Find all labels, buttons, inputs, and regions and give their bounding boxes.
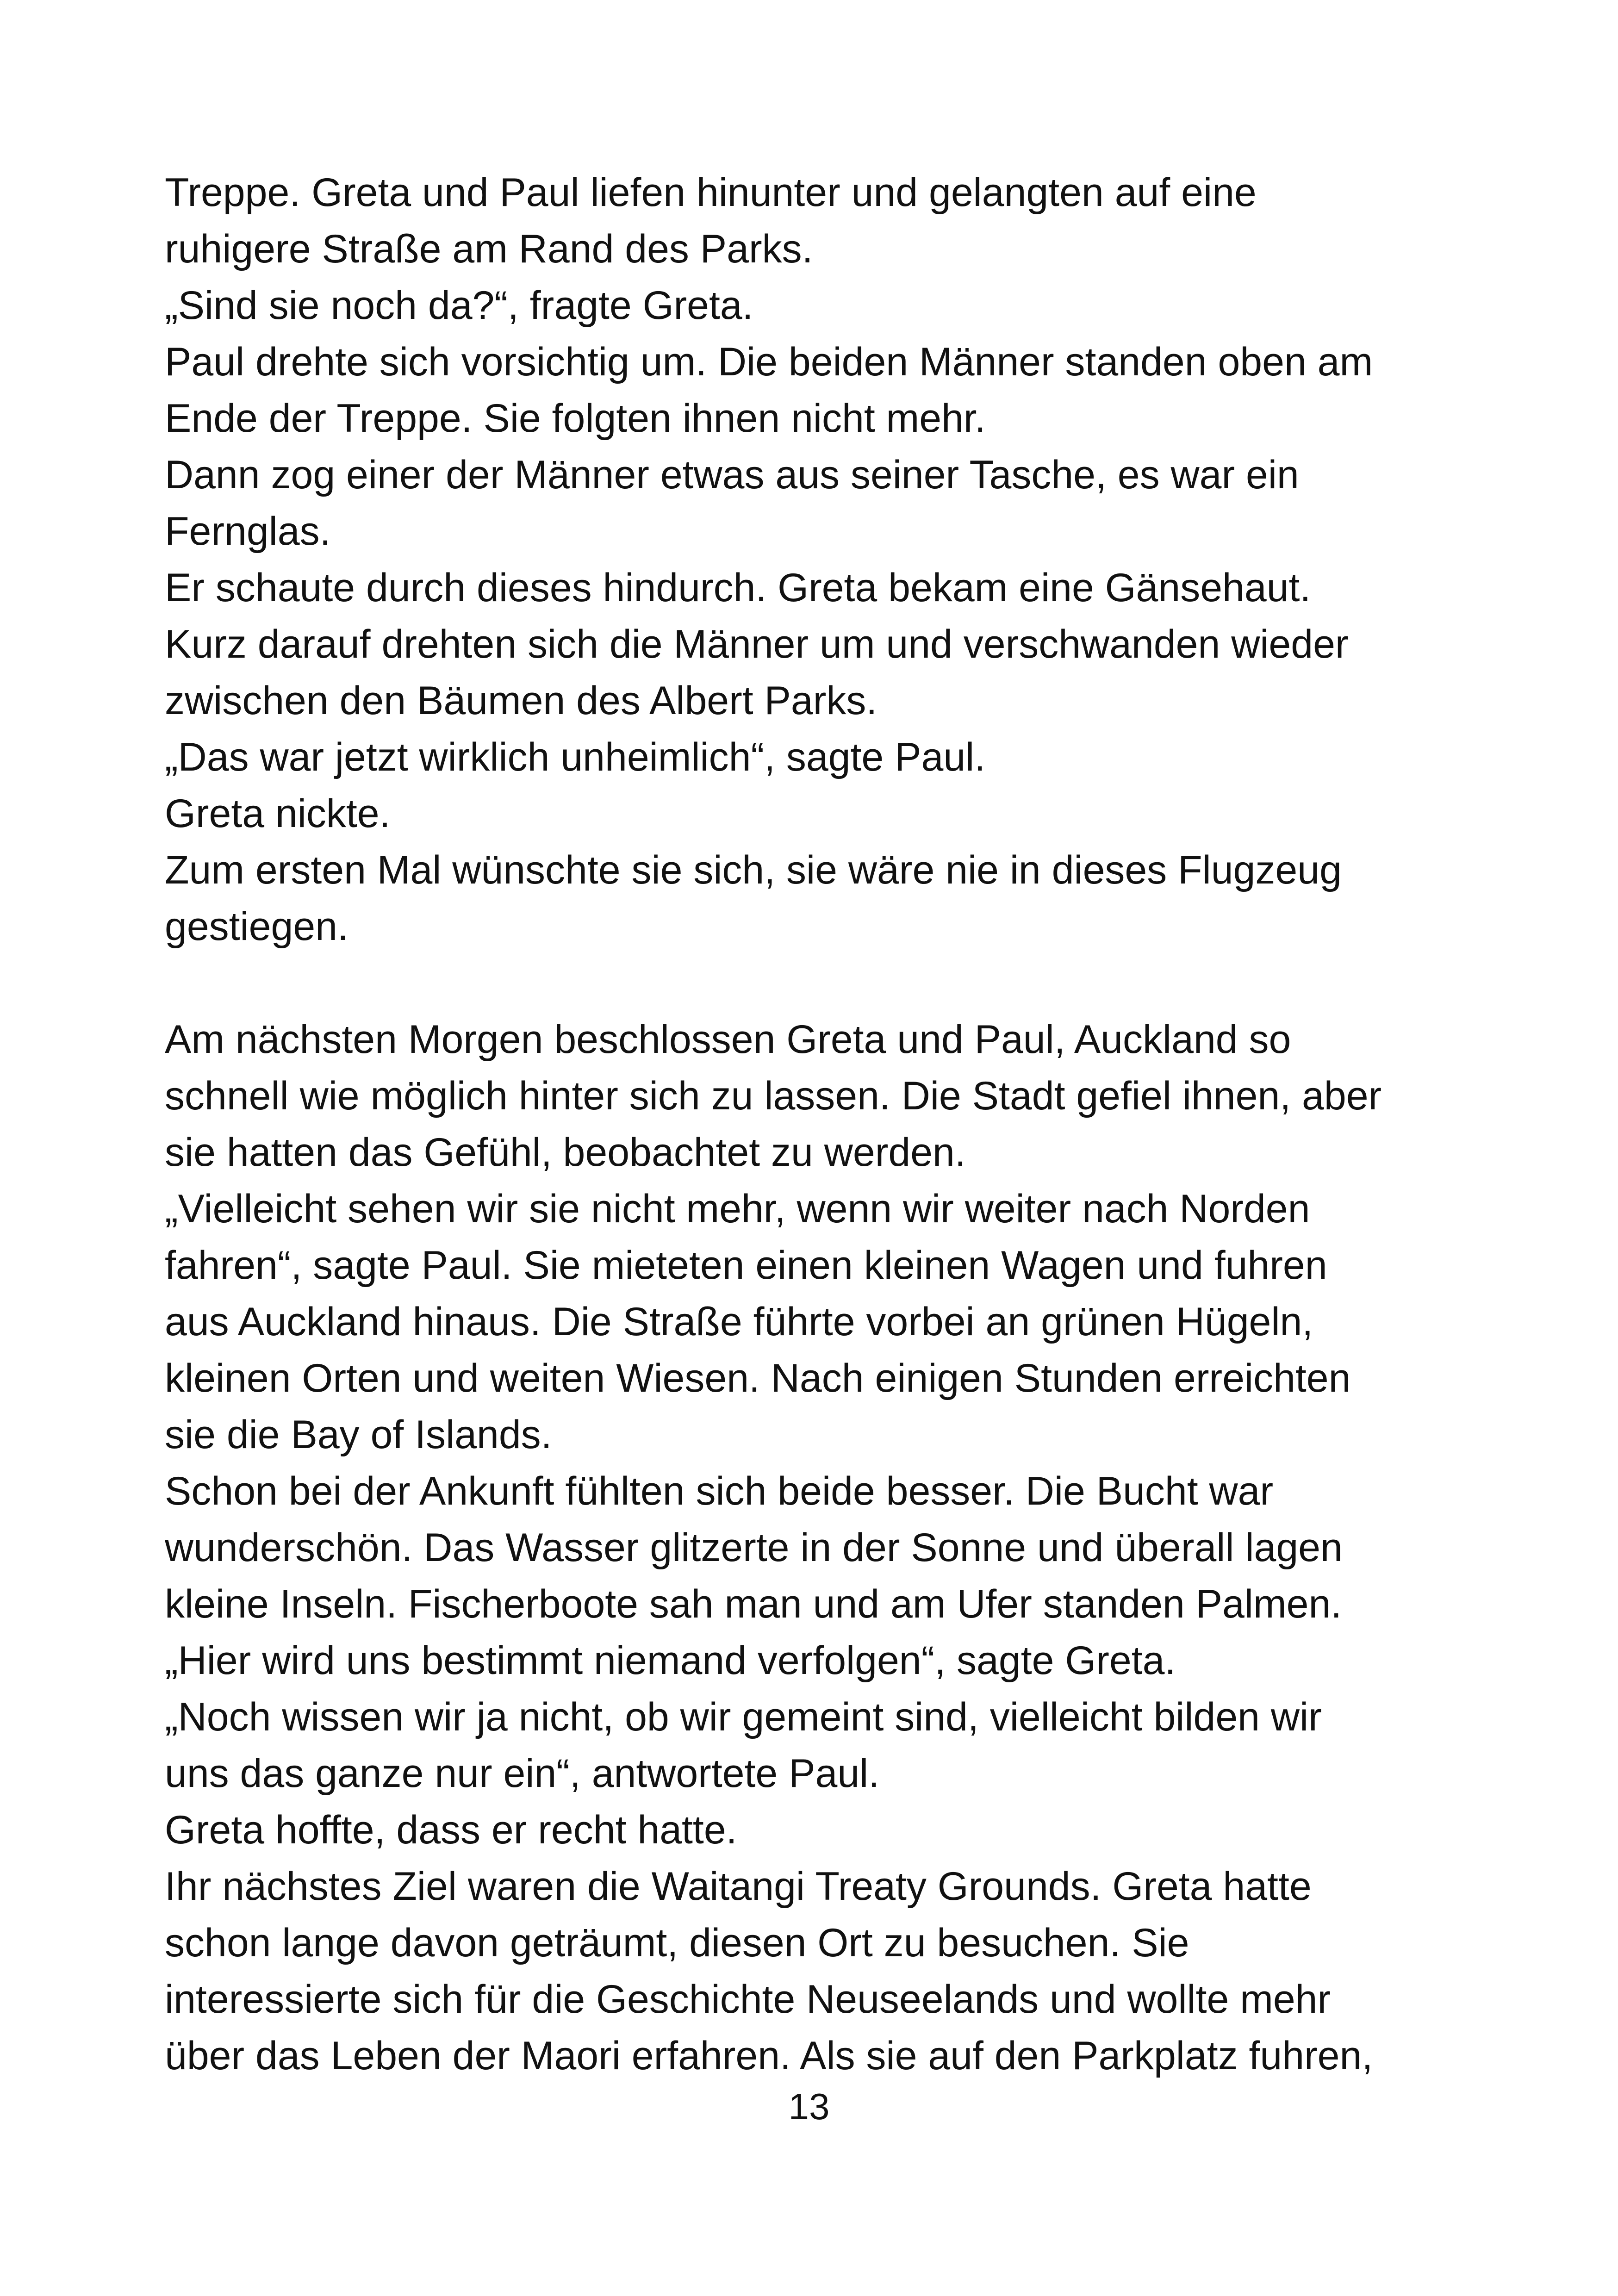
text-line: Ihr nächstes Ziel waren die Waitangi Treaty Grounds. Greta hatte xyxy=(165,1864,1312,1909)
body-text xyxy=(165,164,1479,2084)
page-number: 13 xyxy=(788,2086,830,2127)
text-line: Schon bei der Ankunft fühlten sich beide besser. Die Bucht war xyxy=(165,1469,1274,1513)
text-line: über das Leben der Maori erfahren. Als sie auf den Parkplatz fuhren, xyxy=(165,2034,1373,2078)
text-line: „Das war jetzt wirklich unheimlich“, sagte Paul. xyxy=(165,735,986,779)
text-line: Treppe. Greta und Paul liefen hinunter und gelangten auf eine xyxy=(165,170,1257,215)
text-line: fahren“, sagte Paul. Sie mieteten einen kleinen Wagen und fuhren xyxy=(165,1243,1327,1288)
text-line: interessierte sich für die Geschichte Neuseelands und wollte mehr xyxy=(165,1977,1331,2022)
text-line: wunderschön. Das Wasser glitzerte in der Sonne und überall lagen xyxy=(165,1525,1343,1570)
text-line: Am nächsten Morgen beschlossen Greta und Paul, Auckland so xyxy=(165,1017,1291,1062)
text-line: Er schaute durch dieses hindurch. Greta bekam eine Gänsehaut. xyxy=(165,566,1311,610)
text-line: sie hatten das Gefühl, beobachtet zu werden. xyxy=(165,1130,966,1175)
text-line: „Sind sie noch da?“, fragte Greta. xyxy=(165,283,753,328)
text-line: Kurz darauf drehten sich die Männer um und verschwanden wieder xyxy=(165,622,1349,666)
text-line: Dann zog einer der Männer etwas aus seiner Tasche, es war ein xyxy=(165,453,1299,497)
text-line: Ende der Treppe. Sie folgten ihnen nicht mehr. xyxy=(165,396,986,441)
text-line: Paul drehte sich vorsichtig um. Die beiden Männer standen oben am xyxy=(165,340,1373,384)
text-line: ruhigere Straße am Rand des Parks. xyxy=(165,227,813,271)
text-line: sie die Bay of Islands. xyxy=(165,1412,552,1457)
text-line: kleinen Orten und weiten Wiesen. Nach einigen Stunden erreichten xyxy=(165,1356,1351,1400)
text-line: kleine Inseln. Fischerboote sah man und am Ufer standen Palmen. xyxy=(165,1582,1342,1626)
text-line: „Hier wird uns bestimmt niemand verfolgen“, sagte Greta. xyxy=(165,1638,1176,1683)
text-line: schon lange davon geträumt, diesen Ort zu besuchen. Sie xyxy=(165,1921,1189,1965)
text-line: aus Auckland hinaus. Die Straße führte vorbei an grünen Hügeln, xyxy=(165,1300,1313,1344)
text-line: Greta nickte. xyxy=(165,791,391,836)
text-line: Fernglas. xyxy=(165,509,331,554)
text-line: uns das ganze nur ein“, antwortete Paul. xyxy=(165,1751,880,1796)
text-line: gestiegen. xyxy=(165,904,348,949)
text-line: zwischen den Bäumen des Albert Parks. xyxy=(165,678,877,723)
text-line: schnell wie möglich hinter sich zu lassen. Die Stadt gefiel ihnen, aber xyxy=(165,1074,1382,1118)
text-line: Zum ersten Mal wünschte sie sich, sie wäre nie in dieses Flugzeug xyxy=(165,848,1342,892)
text-line: „Noch wissen wir ja nicht, ob wir gemeint sind, vielleicht bilden wir xyxy=(165,1695,1322,1739)
text-line: „Vielleicht sehen wir sie nicht mehr, wenn wir weiter nach Norden xyxy=(165,1187,1310,1231)
text-line: Greta hoffte, dass er recht hatte. xyxy=(165,1808,737,1852)
paragraph-break xyxy=(165,955,1479,1011)
